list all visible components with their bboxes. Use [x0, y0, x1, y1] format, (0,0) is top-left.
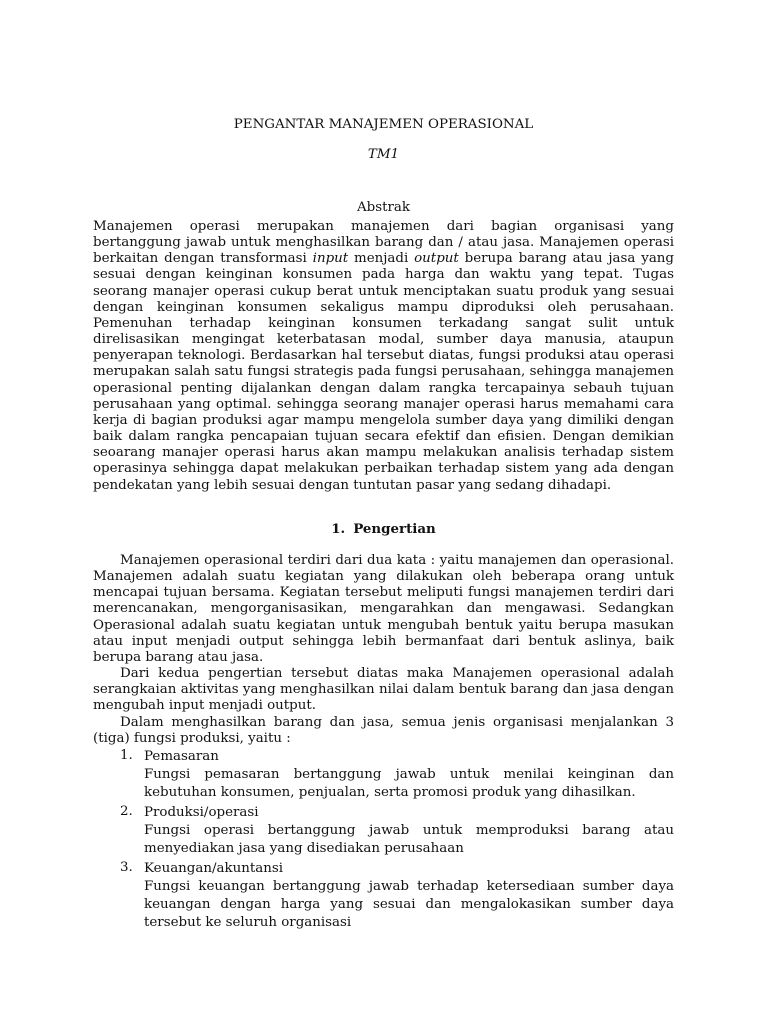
- abstract-text-part-1: Manajemen operasi merupakan manajemen dari bagian organisasi yang bertanggung jawab untuk menghasilkan barang dan / atau jasa. Manajemen operasi berkaitan dengan transformasi: [93, 219, 674, 267]
- section-body: [93, 553, 674, 934]
- section-paragraph-1: Manajemen operasional terdiri dari dua kata : yaitu manajemen dan operasional. Manajemen adalah suatu kegiatan yang dilakukan oleh beberapa orang untuk mencapai tujuan bersama. Kegiatan tersebut meliputi fungsi manajemen terdiri dari merencanakan, mengorganisasikan, mengarahkan dan mengawasi. Sedangkan Operasional adalah suatu kegiatan untuk mengubah bentuk yaitu berupa masukan atau input menjadi output sehingga lebih bermanfaat dari bentuk aslinya, baik berupa barang atau jasa.: [93, 553, 674, 665]
- list-item-description: Fungsi keuangan bertanggung jawab terhadap ketersediaan sumber daya keuangan dengan harga yang sesuai dan mengalokasikan sumber daya tersebut ke seluruh organisasi: [144, 878, 674, 930]
- section-paragraph-3: Dalam menghasilkan barang dan jasa, semua jenis organisasi menjalankan 3 (tiga) fungsi produksi, yaitu :: [93, 714, 674, 746]
- list-item: [93, 748, 674, 802]
- list-item: [93, 804, 674, 858]
- list-item-number: 2.: [120, 803, 133, 819]
- list-item: [93, 860, 674, 932]
- section-heading: [93, 521, 674, 538]
- list-item-description: Fungsi operasi bertanggung jawab untuk memproduksi barang atau menyediakan jasa yang disediakan perusahaan: [144, 822, 674, 856]
- abstract-text-part-2: menjadi: [348, 251, 415, 267]
- list-item-number: 1.: [120, 747, 133, 763]
- list-item-title: Pemasaran: [144, 748, 219, 764]
- list-item-description: Fungsi pemasaran bertanggung jawab untuk menilai keinginan dan kebutuhan konsumen, penjualan, serta promosi produk yang dihasilkan.: [144, 766, 674, 800]
- functions-list: [93, 748, 674, 932]
- document-title: PENGANTAR MANAJEMEN OPERASIONAL: [233, 117, 534, 132]
- abstract-heading: Abstrak: [357, 200, 410, 215]
- section-paragraph-2: Dari kedua pengertian tersebut diatas maka Manajemen operasional adalah serangkaian aktivitas yang menghasilkan nilai dalam bentuk barang dan jasa dengan mengubah input menjadi output.: [93, 666, 674, 714]
- list-item-number: 3.: [120, 859, 133, 875]
- abstract-paragraph: [93, 219, 674, 494]
- section-number: 1.: [331, 521, 346, 537]
- document-subtitle: TM1: [367, 147, 400, 162]
- abstract-text-part-3: berupa barang atau jasa yang sesuai dengan keinginan konsumen pada harga dan waktu yang tepat. Tugas seorang manajer operasi cukup berat untuk menciptakan suatu produk yang sesuai dengan keinginan konsumen sekaligus mampu diproduksi oleh perusahaan. Pemenuhan terhadap keinginan konsumen terkadang sangat sulit untuk direlisasikan mengingat keterbatasan modal, sumber daya manusia, ataupun penyerapan teknologi. Berdasarkan hal tersebut diatas, fungsi produksi atau operasi merupakan salah satu fungsi strategis pada fungsi perusahaan, sehingga manajemen operasional penting dijalankan dengan dalam rangka tercapainya sebauh tujuan perusahaan yang optimal. sehingga seorang manajer operasi harus memahami cara kerja di bagian produksi agar mampu mengelola sumber daya yang dimiliki dengan baik dalam rangka pencapaian tujuan secara efektif dan efisien. Dengan demikian seoarang manajer operasi harus akan mampu melakukan analisis terhadap sistem operasinya sehingga dapat melakukan perbaikan terhadap sistem yang ada dengan pendekatan yang lebih sesuai dengan tuntutan pasar yang sedang dihadapi.: [93, 251, 675, 493]
- list-item-title: Produksi/operasi: [144, 804, 259, 820]
- abstract-output-term: output: [414, 251, 459, 267]
- list-item-title: Keuangan/akuntansi: [144, 860, 283, 876]
- section-title: Pengertian: [353, 521, 436, 537]
- abstract-input-term: input: [312, 251, 349, 267]
